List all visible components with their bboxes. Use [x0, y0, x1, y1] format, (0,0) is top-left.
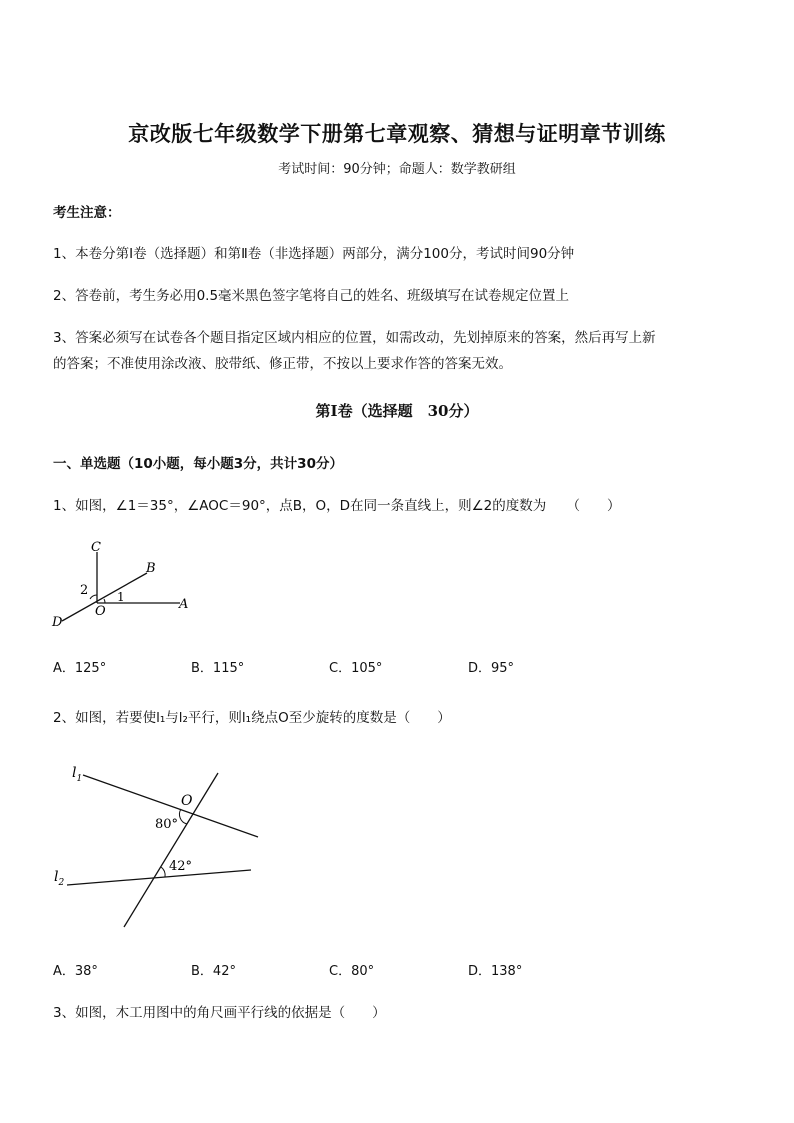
transversal — [124, 773, 218, 927]
question-1-stem: 1、如图，∠1＝35°，∠AOC＝90°，点B，O，D在同一条直线上，则∠2的度数为 （ ） — [53, 498, 621, 514]
question-3-stem: 3、如图，木工用图中的角尺画平行线的依据是（ ） — [53, 1005, 386, 1021]
notice-item-1: 1、本卷分第Ⅰ卷（选择题）和第Ⅱ卷（非选择题）两部分，满分100分，考试时间90分钟 — [53, 246, 575, 262]
question-1-figure — [45, 535, 205, 630]
label-angle-42: 42° — [169, 859, 193, 874]
question-1-option-b[interactable]: B．115° — [191, 661, 245, 676]
angle-2-arc — [90, 595, 97, 599]
notice-item-3-cont: 的答案；不准使用涂改液、胶带纸、修正带，不按以上要求作答的答案无效。 — [53, 356, 512, 372]
notice-item-2: 2、答卷前，考生务必用0.5毫米黑色签字笔将自己的姓名、班级填写在试卷规定位置上 — [53, 288, 570, 304]
page-title: 京改版七年级数学下册第七章观察、猜想与证明章节训练 — [128, 121, 666, 146]
question-2-option-c[interactable]: C．80° — [329, 964, 375, 979]
label-l1: $l_1$ — [72, 765, 83, 784]
question-2-option-b[interactable]: B．42° — [191, 964, 236, 979]
label-angle-2: 2 — [80, 583, 89, 598]
question-2-figure — [45, 755, 270, 935]
label-a: A — [179, 597, 189, 612]
notice-item-3: 3、答案必须写在试卷各个题目指定区域内相应的位置，如需改动，先划掉原来的答案，然后再写上新 — [53, 330, 656, 346]
question-1-option-a[interactable]: A．125° — [53, 661, 107, 676]
question-2-option-a[interactable]: A．38° — [53, 964, 98, 979]
angle-42-arc — [161, 867, 165, 877]
label-angle-80: 80° — [155, 817, 179, 832]
question-2-stem: 2、如图，若要使l₁与l₂平行，则l₁绕点O至少旋转的度数是（ ） — [53, 710, 451, 726]
exam-info: 考试时间：90分钟；命题人：数学教研组 — [278, 162, 516, 177]
question-2-option-d[interactable]: D．138° — [468, 964, 523, 979]
notice-heading: 考生注意： — [53, 205, 121, 221]
line-l2 — [67, 870, 251, 885]
label-angle-1: 1 — [117, 590, 125, 604]
part-heading: 一、单选题（10小题，每小题3分，共计30分） — [53, 456, 343, 472]
question-1-option-d[interactable]: D．95° — [468, 661, 515, 676]
label-o: O — [181, 793, 193, 809]
section-title: 第Ⅰ卷（选择题 30分） — [315, 402, 479, 420]
label-d: D — [52, 615, 63, 630]
question-1-option-c[interactable]: C．105° — [329, 661, 383, 676]
label-b: B — [146, 561, 156, 576]
label-c: C — [91, 540, 101, 555]
label-o: O — [95, 604, 106, 619]
label-l2: $l_2$ — [54, 869, 65, 888]
